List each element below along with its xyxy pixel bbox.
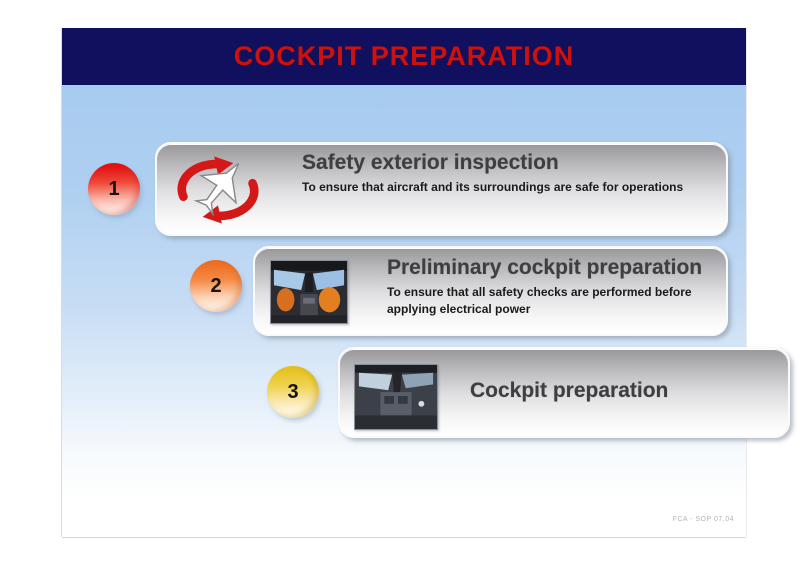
- step-1-description: To ensure that aircraft and its surroundings are safe for operations: [302, 180, 684, 194]
- step-1-number-badge: [88, 163, 140, 215]
- step-3-title: Cockpit preparation: [470, 379, 669, 402]
- step-1-number: 1: [108, 177, 120, 200]
- step-panel-3: [338, 347, 790, 438]
- step-1-title: Safety exterior inspection: [302, 151, 559, 174]
- step-panel-1: [155, 142, 728, 236]
- step-2-text: [387, 256, 722, 319]
- step-2-number: 2: [210, 274, 222, 297]
- step-panel-2: [253, 246, 728, 336]
- slide-header: [62, 28, 746, 85]
- cockpit-photo-thumbnail: [270, 260, 348, 324]
- step-3-number: 3: [287, 380, 299, 403]
- presentation-slide: [62, 28, 746, 537]
- step-2-number-badge: [190, 260, 242, 312]
- aircraft-walkaround-icon: [170, 148, 266, 230]
- step-2-title: Preliminary cockpit preparation: [387, 256, 703, 279]
- step-3-text: [470, 379, 770, 403]
- step-2-description: To ensure that all safety checks are performed before applying electrical power: [387, 285, 692, 317]
- step-3-number-badge: [267, 366, 319, 418]
- slide-title: COCKPIT PREPARATION: [233, 41, 575, 71]
- slide-footer-mark: FCA - SOP 07.04: [672, 516, 734, 523]
- step-1-text: [302, 151, 717, 196]
- cockpit-photo-thumbnail: [354, 364, 438, 430]
- slide-body: [62, 85, 746, 537]
